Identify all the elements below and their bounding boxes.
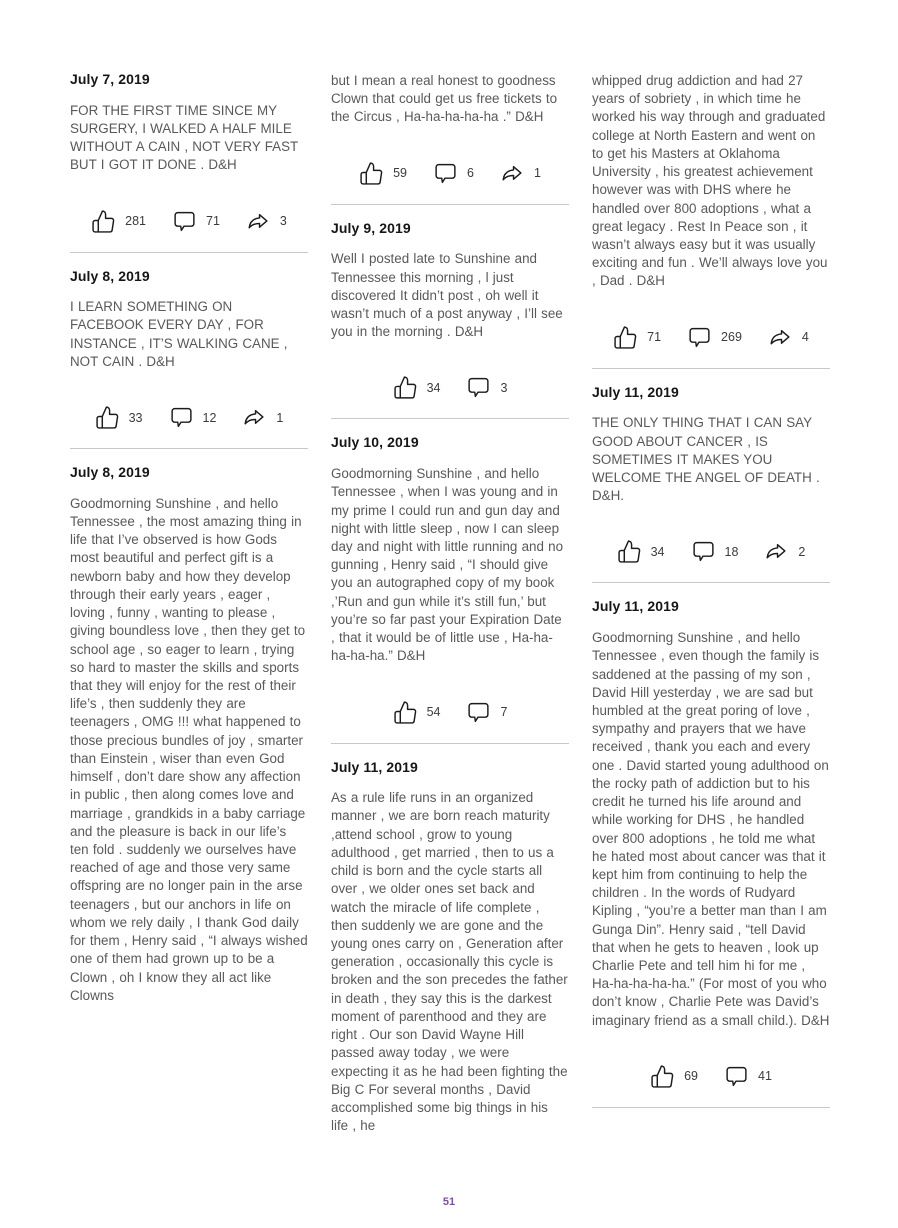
comment-bubble-icon — [172, 209, 197, 234]
post-body: THE ONLY THING THAT I CAN SAY GOOD ABOUT CANCER , IS SOMETIMES IT MAKES YOU WELCOME THE ANGEL OF DEATH . D&H. — [592, 415, 820, 504]
post-july-8-2019-b — [70, 465, 308, 1005]
comment-bubble-icon — [691, 539, 716, 564]
share-stat — [764, 539, 805, 564]
post-stats — [592, 1064, 830, 1089]
post-july-9-2019 — [331, 221, 569, 420]
post-body: Goodmorning Sunshine , and hello Tennessee , when I was young and in my prime I could run and gun day and night with little sleep , now I can sleep day and night with little running and no gunning , Henry said , “I should give you an autographed copy of my book ,’Run and gun while it’s still fun,’ but you’re so far past your Expiration Date , that it would be of little use , Ha-ha-ha-ha-ha.” D&H — [331, 466, 564, 664]
post-date: July 9, 2019 — [331, 219, 411, 236]
like-stat — [650, 1064, 698, 1089]
post-body: As a rule life runs in an organized manner , we are born reach maturity ,attend school , grow to young adulthood , get married , then to us a child is born and the cycle starts all over , we older ones set back and watch the miracle of life complete , then suddenly we are gone and the young ones carry on , Generation after generation , occasionally this cycle is broken and the son precedes the father in death , they say this is the darkest moment of parenthood and they are right . Our son David Wayne Hill passed away today , we were expecting it as he had been fighting the Big C For several months , David accomplished some big things in his life , he — [331, 790, 568, 1134]
post-date: July 8, 2019 — [70, 464, 150, 481]
share-count: 3 — [279, 214, 287, 229]
post-continuation-july-8 — [331, 72, 569, 205]
post-date: July 11, 2019 — [592, 383, 679, 400]
share-arrow-icon — [242, 405, 267, 430]
post-stats — [592, 325, 830, 350]
page-number: 51 — [442, 1196, 456, 1208]
like-count: 33 — [128, 410, 143, 425]
post-divider — [331, 743, 569, 744]
post-divider — [592, 368, 830, 369]
comment-stat — [169, 405, 217, 430]
comment-count: 12 — [202, 410, 217, 425]
share-count: 1 — [276, 410, 284, 425]
comment-bubble-icon — [687, 325, 712, 350]
like-count: 69 — [684, 1069, 698, 1084]
post-stats — [70, 209, 308, 234]
post-date: July 11, 2019 — [592, 598, 679, 615]
comment-bubble-icon — [724, 1064, 749, 1089]
post-july-11-2019-c — [592, 599, 830, 1108]
post-july-11-2019-a — [331, 760, 569, 1136]
comment-stat — [433, 161, 474, 186]
comment-bubble-icon — [466, 700, 491, 725]
comment-stat — [691, 539, 739, 564]
post-july-7-2019 — [70, 72, 308, 253]
column-2 — [331, 72, 569, 1135]
post-continuation-july-11 — [592, 72, 830, 369]
post-stats — [592, 539, 830, 564]
column-1 — [70, 72, 308, 1135]
like-count: 71 — [647, 330, 662, 345]
comment-stat — [724, 1064, 772, 1089]
share-arrow-icon — [764, 539, 789, 564]
like-stat — [393, 375, 441, 400]
post-divider — [70, 252, 308, 253]
post-stats — [70, 405, 308, 430]
share-stat — [242, 405, 283, 430]
post-body: I LEARN SOMETHING ON FACEBOOK EVERY DAY , FOR INSTANCE , IT’S WALKING CANE , NOT CAIN . D&H — [70, 299, 288, 369]
comment-count: 3 — [500, 380, 508, 395]
thumbs-up-icon — [613, 325, 638, 350]
share-arrow-icon — [768, 325, 793, 350]
post-divider — [331, 418, 569, 419]
comment-bubble-icon — [466, 375, 491, 400]
comment-count: 6 — [467, 166, 474, 181]
like-stat — [359, 161, 407, 186]
like-count: 34 — [426, 380, 441, 395]
post-date: July 10, 2019 — [331, 434, 419, 451]
comment-bubble-icon — [169, 405, 194, 430]
like-count: 59 — [393, 166, 407, 181]
comment-count: 71 — [206, 214, 220, 229]
post-divider — [592, 582, 830, 583]
comment-count: 18 — [724, 544, 739, 559]
post-stats — [331, 375, 569, 400]
thumbs-up-icon — [95, 405, 120, 430]
like-stat — [613, 325, 661, 350]
comment-bubble-icon — [433, 161, 458, 186]
post-july-10-2019 — [331, 435, 569, 743]
share-arrow-icon — [500, 161, 525, 186]
like-stat — [393, 700, 441, 725]
share-stat — [768, 325, 809, 350]
like-count: 54 — [426, 705, 441, 720]
post-stats — [331, 700, 569, 725]
thumbs-up-icon — [91, 209, 116, 234]
comment-count: 269 — [721, 330, 742, 345]
like-count: 34 — [650, 544, 665, 559]
like-stat — [617, 539, 665, 564]
post-date: July 7, 2019 — [70, 71, 150, 87]
post-body: Goodmorning Sunshine , and hello Tennessee , the most amazing thing in life that I’ve observed is how Gods most beautiful and perfect gift is a newborn baby and how they develop through their early years , eager , loving , funny , wanting to please , giving boundless love , then they get to school age , so eager to learn , trying so hard to master the skills and sports that they will enjoy for the rest of their life’s , then suddenly they are teenagers , OMG !!! what happened to those precious bundles of joy , smarter than Einstein , wiser than even God himself , don’t dare show any affection in public , then along comes love and marriage , grandkids in a baby carriage and the pleasure is back in our life’s ten fold . suddenly we ourselves have reached of age and those very same offspring are no longer pain in the arse teenagers , but our anchors in life on whom we rely daily , I thank God daily for them , Henry said , “I always wished one of them had grown up to be a Clown , oh I know they all act like Clowns — [70, 495, 308, 1003]
post-divider — [331, 204, 569, 205]
share-count: 2 — [798, 544, 806, 559]
thumbs-up-icon — [393, 700, 418, 725]
thumbs-up-icon — [650, 1064, 675, 1089]
post-july-11-2019-b — [592, 385, 830, 584]
like-stat — [91, 209, 146, 234]
post-body: FOR THE FIRST TIME SINCE MY SURGERY, I WALKED A HALF MILE WITHOUT A CAIN , NOT VERY FAST BUT I GOT IT DONE . D&H — [70, 102, 298, 173]
comment-stat — [687, 325, 742, 350]
comment-stat — [466, 700, 507, 725]
comment-stat — [466, 375, 507, 400]
column-3 — [592, 72, 830, 1135]
share-stat — [500, 161, 541, 186]
thumbs-up-icon — [393, 375, 418, 400]
share-stat — [246, 209, 287, 234]
like-stat — [95, 405, 143, 430]
thumbs-up-icon — [359, 161, 384, 186]
post-body: Goodmorning Sunshine , and hello Tennessee , even though the family is saddened at the passing of my son , David Hill yesterday , we are sad but humbled at the great poring of love , sympathy and prayers that we have received , thank you each and every one . David started young adulthood on the rocky path of addiction but to his credit he turned his life around and while working for DHS , he handled over 800 adoptions , he told me what he hated most about cancer was that it kept him from continuing to help the children . In the words of Rudyard Kipling , “you’re a better man than I am Gunga Din”. Henry said , “tell David that when he gets to heaven , look up Charlie Pete and tell him hi for me , Ha-ha-ha-ha-ha.” (For most of you who don’t know , Charlie Pete was David’s imaginary friend as a small child.). D&H — [592, 630, 830, 1028]
comment-stat — [172, 209, 220, 234]
share-count: 1 — [533, 166, 541, 181]
post-body-continuation: but I mean a real honest to goodness Clown that could get us free tickets to the Circus , Ha-ha-ha-ha-ha .” D&H — [331, 73, 558, 125]
thumbs-up-icon — [617, 539, 642, 564]
comment-count: 7 — [500, 705, 508, 720]
post-july-8-2019-a — [70, 269, 308, 450]
post-divider — [70, 448, 308, 449]
post-divider — [592, 1107, 830, 1108]
post-stats — [331, 161, 569, 186]
like-count: 281 — [125, 214, 146, 229]
share-arrow-icon — [246, 209, 271, 234]
share-count: 4 — [801, 330, 809, 345]
post-date: July 11, 2019 — [331, 758, 418, 775]
comment-count: 41 — [758, 1069, 772, 1084]
post-body: Well I posted late to Sunshine and Tennessee this morning , l just discovered It didn’t post , oh well it wasn’t much of a post anyway , I’ll see you in the morning . D&H — [331, 251, 563, 340]
post-date: July 8, 2019 — [70, 267, 150, 284]
post-body-continuation: whipped drug addiction and had 27 years of sobriety , in which time he worked his way through and graduated college at North Eastern and went on to get his Masters at Oklahoma University , his greatest achievement however was with DHS where he handled over 800 adoptions , what a great legacy . Rest In Peace son , it wasn’t always easy but it was usually exciting and fun . We’ll always love you , Dad . D&H — [592, 73, 828, 289]
